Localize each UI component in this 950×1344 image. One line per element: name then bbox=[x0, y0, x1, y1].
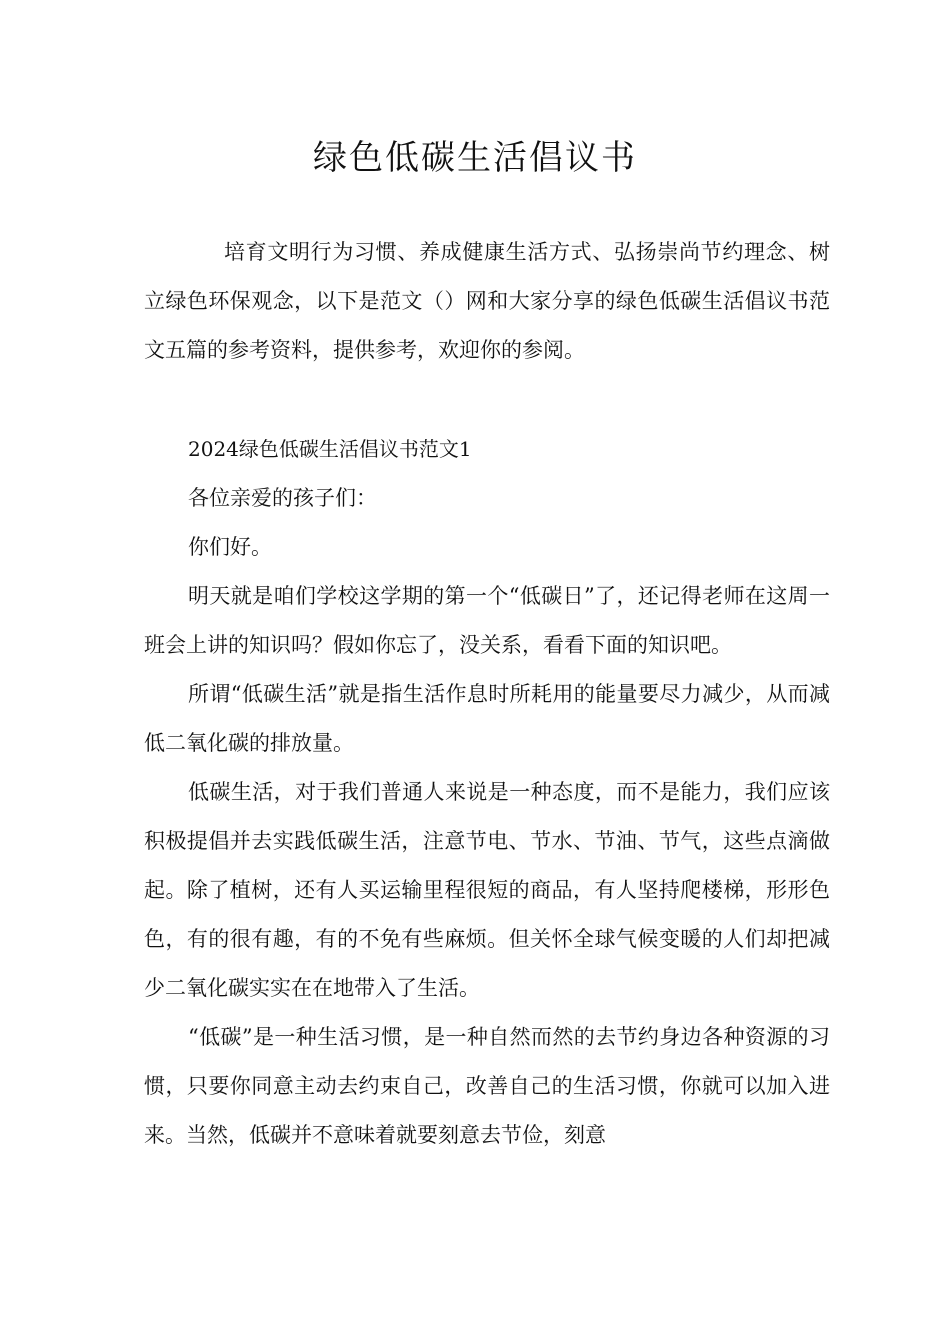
body-paragraph: 低碳生活，对于我们普通人来说是一种态度，而不是能力，我们应该积极提倡并去实践低碳生活，注意节电、节水、节油、节气，这些点滴做起。除了植树，还有人买运输里程很短的商品，有人坚持爬楼梯，形形色色，有的很有趣，有的不免有些麻烦。但关怀全球气候变暖的人们却把减少二氧化碳实实在在地带入了生活。 bbox=[144, 780, 830, 1000]
body-paragraph: 所谓“低碳生活”就是指生活作息时所耗用的能量要尽力减少，从而减低二氧化碳的排放量。 bbox=[144, 682, 830, 755]
body-paragraph: “低碳”是一种生活习惯，是一种自然而然的去节约身边各种资源的习惯，只要你同意主动去约束自己，改善自己的生活习惯，你就可以加入进来。当然，低碳并不意味着就要刻意去节俭，刻意 bbox=[144, 1025, 830, 1147]
intro-paragraph: 培育文明行为习惯、养成健康生活方式、弘扬崇尚节约理念、树立绿色环保观念，以下是范文（）网和大家分享的绿色低碳生活倡议书范文五篇的参考资料，提供参考，欢迎你的参阅。 bbox=[144, 240, 830, 362]
body-paragraph: 明天就是咱们学校这学期的第一个“低碳日”了，还记得老师在这周一班会上讲的知识吗？假如你忘了，没关系，看看下面的知识吧。 bbox=[144, 584, 830, 657]
article-body bbox=[144, 425, 830, 1160]
salutation: 各位亲爱的孩子们： bbox=[188, 486, 377, 510]
section-title: 2024绿色低碳生活倡议书范文1 bbox=[188, 437, 472, 461]
document-title: 绿色低碳生活倡议书 bbox=[313, 138, 637, 178]
greeting: 你们好。 bbox=[188, 535, 272, 559]
